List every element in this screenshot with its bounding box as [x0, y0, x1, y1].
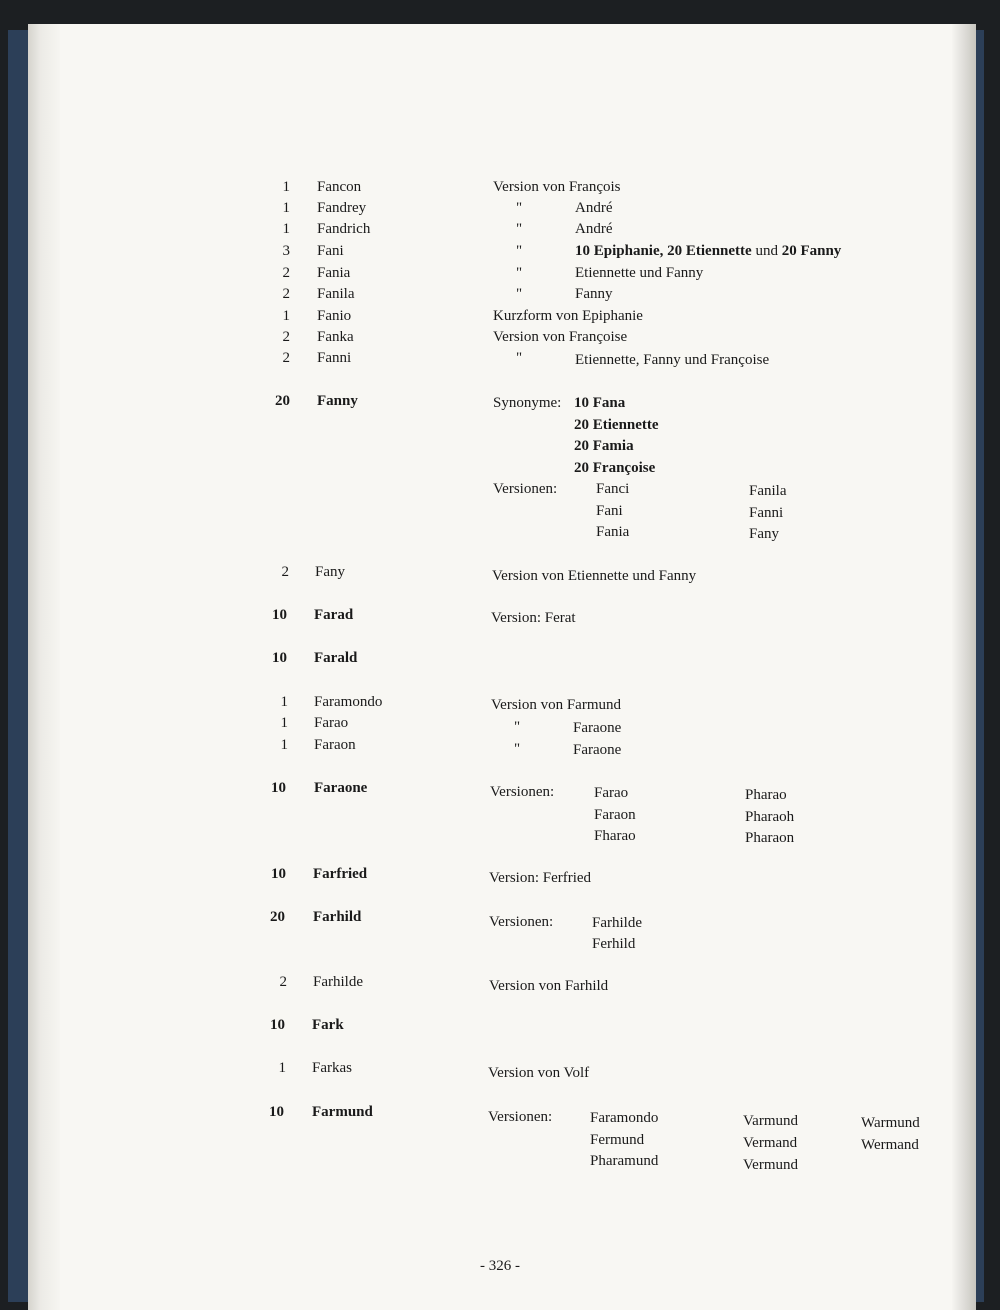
version-item: Vermund	[743, 1157, 798, 1173]
entry-count: 1	[278, 1060, 286, 1076]
version-item: Fanci	[596, 481, 630, 497]
entry-name: Farad	[314, 607, 354, 623]
entry-name: Farhild	[313, 909, 362, 925]
entry-description: Version von Volf	[488, 1065, 590, 1081]
synonyms-label: Synonyme:	[493, 395, 562, 411]
versions-label: Versionen:	[488, 1109, 553, 1125]
entry-description	[575, 242, 841, 260]
version-item: Fanni	[749, 505, 784, 521]
entry-count: 10	[271, 866, 286, 882]
conjunction: und	[751, 243, 782, 259]
entry-description: Kurzform von Epiphanie	[493, 308, 643, 324]
entry-name: Fark	[312, 1017, 344, 1033]
entry-count: 20	[270, 909, 285, 925]
entry-name: Faraone	[314, 780, 368, 796]
version-item: Fermund	[590, 1132, 645, 1148]
entry-count: 2	[282, 265, 290, 281]
entry-description: André	[575, 221, 613, 237]
version-item: Fani	[596, 503, 623, 519]
entry-count: 1	[282, 221, 290, 237]
entry-count: 1	[280, 715, 288, 731]
ditto-mark: "	[516, 243, 523, 259]
entry-description: Version von Françoise	[493, 329, 628, 345]
entry-count: 1	[280, 694, 288, 710]
entry-name: Fanila	[317, 286, 355, 302]
version-item: Fanila	[749, 483, 787, 499]
entry-count: 2	[282, 350, 290, 366]
synonym-item: 10 Fana	[574, 395, 626, 411]
gutter-shadow	[952, 24, 976, 1310]
ditto-mark: "	[516, 350, 523, 366]
version-item: Pharamund	[590, 1153, 659, 1169]
version-item: Pharaoh	[745, 809, 795, 825]
entry-name: Fanka	[317, 329, 354, 345]
version-item: Ferhild	[592, 936, 636, 952]
ditto-mark: "	[514, 741, 521, 757]
ditto-mark: "	[516, 265, 523, 281]
ditto-mark: "	[516, 200, 523, 216]
entry-description: Version: Ferat	[491, 610, 576, 626]
ditto-mark: "	[514, 719, 521, 735]
version-item: Faraon	[594, 807, 636, 823]
versions-label: Versionen:	[489, 914, 554, 930]
entry-name: Fanni	[317, 350, 352, 366]
entry-description: Version von Farmund	[491, 697, 621, 713]
entry-name: Fanny	[317, 393, 358, 409]
page-edge	[28, 24, 60, 1310]
entry-name: Faramondo	[314, 694, 383, 710]
entry-name: Farao	[314, 715, 349, 731]
entry-count: 1	[282, 200, 290, 216]
entry-name: Farmund	[312, 1104, 373, 1120]
entry-name: Fandrich	[317, 221, 371, 237]
entry-count: 2	[279, 974, 287, 990]
entry-name: Farfried	[313, 866, 368, 882]
entry-description: Etiennette und Fanny	[575, 265, 704, 281]
entry-name: Farhilde	[313, 974, 363, 990]
synonym-item: 20 Etiennette	[574, 417, 659, 433]
entry-name: Fancon	[317, 179, 362, 195]
version-item: Faramondo	[590, 1110, 659, 1126]
entry-name: Fani	[317, 243, 344, 259]
version-item: Varmund	[743, 1113, 798, 1129]
page-number: - 326 -	[480, 1258, 520, 1274]
synonym-item: 20 Famia	[574, 438, 634, 454]
entry-name: Farald	[314, 650, 358, 666]
entry-description: Version von Etiennette und Fanny	[492, 568, 697, 584]
version-item: Fania	[596, 524, 630, 540]
entry-count: 10	[269, 1104, 284, 1120]
version-item: Fharao	[594, 828, 636, 844]
entry-count: 3	[282, 243, 290, 259]
entry-count: 2	[281, 564, 289, 580]
version-item: Vermand	[743, 1135, 798, 1151]
version-item: Fany	[749, 526, 779, 542]
ditto-mark: "	[516, 221, 523, 237]
entry-count: 10	[272, 650, 287, 666]
version-item: Farao	[594, 785, 629, 801]
entry-description: Version von François	[493, 179, 621, 195]
cross-reference: 10 Epiphanie, 20 Etiennette	[575, 243, 752, 259]
entry-count: 1	[282, 179, 290, 195]
version-item: Pharao	[745, 787, 787, 803]
cross-reference: 20 Fanny	[781, 243, 842, 259]
entry-name: Fany	[315, 564, 345, 580]
entry-description: Version: Ferfried	[489, 870, 592, 886]
entry-count: 2	[282, 329, 290, 345]
versions-label: Versionen:	[490, 784, 555, 800]
entry-description: Fanny	[575, 286, 613, 302]
version-item: Wermand	[861, 1137, 919, 1153]
entry-count: 20	[275, 393, 290, 409]
entry-name: Faraon	[314, 737, 356, 753]
version-item: Farhilde	[592, 915, 642, 931]
entry-count: 10	[270, 1017, 285, 1033]
entry-count: 2	[282, 286, 290, 302]
entry-description: Faraone	[573, 720, 622, 736]
synonym-item: 20 Françoise	[574, 460, 656, 476]
entry-name: Fanio	[317, 308, 352, 324]
entry-count: 10	[271, 780, 286, 796]
entry-description: Faraone	[573, 742, 622, 758]
ditto-mark: "	[516, 286, 523, 302]
entry-description: André	[575, 200, 613, 216]
entry-name: Fania	[317, 265, 351, 281]
versions-label: Versionen:	[493, 481, 558, 497]
entry-name: Fandrey	[317, 200, 367, 216]
entry-description: Version von Farhild	[489, 978, 609, 994]
entry-count: 10	[272, 607, 287, 623]
version-item: Pharaon	[745, 830, 795, 846]
entry-name: Farkas	[312, 1060, 352, 1076]
entry-count: 1	[282, 308, 290, 324]
entry-count: 1	[280, 737, 288, 753]
entry-description: Etiennette, Fanny und Françoise	[575, 352, 770, 368]
version-item: Warmund	[861, 1115, 920, 1131]
